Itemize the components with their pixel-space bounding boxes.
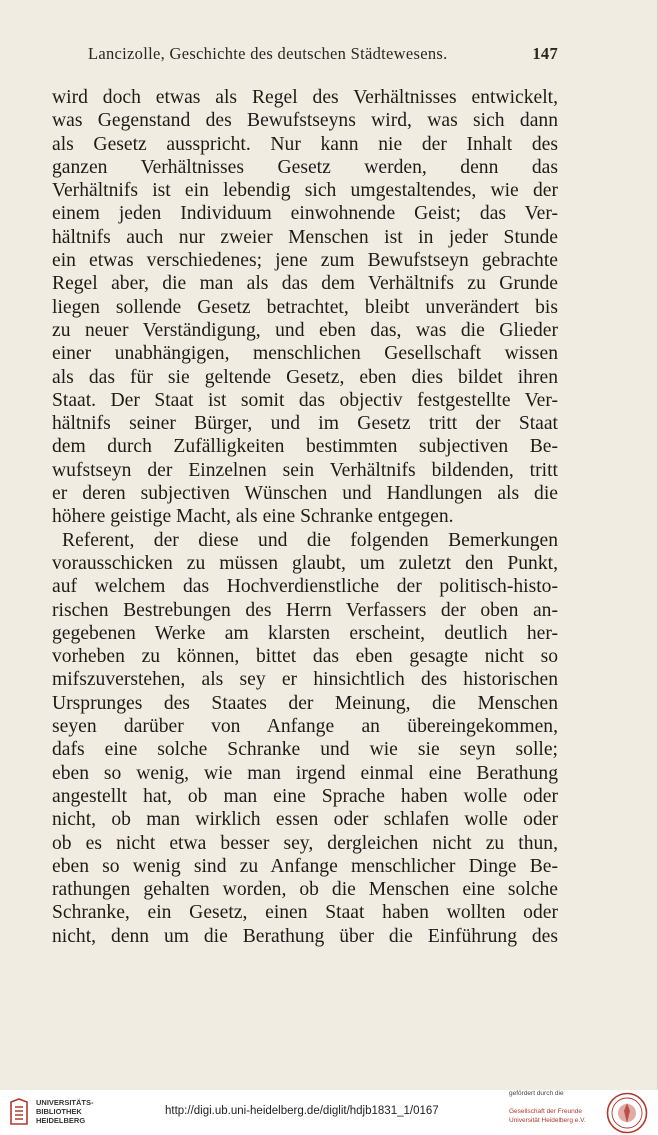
text-line: rischen Bestrebungen des Herrn Verfassers der oben an-: [52, 599, 558, 621]
text-line: was Gegenstand des Bewufstseyns wird, was sich dann: [52, 110, 558, 132]
funded-by-label: gefördert durch die: [509, 1090, 564, 1097]
text-line: als Gesetz ausspricht. Nur kann nie der Inhalt des: [52, 133, 558, 155]
footer-bar: [0, 1090, 658, 1135]
text-line: Schranke, ein Gesetz, einen Staat haben wollten oder: [52, 902, 558, 924]
running-title: Lancizolle, Geschichte des deutschen Städtewesens.: [88, 44, 448, 63]
library-name-line1: UNIVERSITÄTS-: [36, 1098, 94, 1107]
library-logo-icon: [8, 1098, 30, 1126]
text-line: wird doch etwas als Regel des Verhältnisses entwickelt,: [52, 87, 558, 108]
text-line: er deren subjectiven Wünschen und Handlungen als die: [52, 483, 558, 505]
text-line: hältnifs auch nur zweier Menschen ist in jeder Stunde: [52, 226, 558, 248]
text-line: höhere geistige Macht, als eine Schranke entgegen.: [52, 506, 454, 528]
text-line: Ursprunges des Staates der Meinung, die Menschen: [52, 692, 558, 714]
text-line: ob es nicht etwa besser sey, dergleichen nicht zu thun,: [52, 832, 558, 854]
text-line: dem durch Zufälligkeiten bestimmten subjectiven Be-: [52, 436, 558, 458]
library-name-line2: BIBLIOTHEK: [36, 1107, 82, 1116]
funder-name: [509, 1107, 586, 1125]
page-number: 147: [532, 44, 558, 63]
text-line: auf welchem das Hochverdienstliche der politisch-histo-: [52, 576, 558, 598]
text-line: wufstseyn der Einzelnen sein Verhältnifs bildenden, tritt: [52, 459, 558, 481]
text-line: vorausschicken zu müssen glaubt, um zuletzt den Punkt,: [52, 552, 558, 574]
permalink-url[interactable]: http://digi.ub.uni-heidelberg.de/diglit/hdjb1831_1/0167: [165, 1105, 439, 1117]
library-name-line3: HEIDELBERG: [36, 1116, 86, 1125]
library-name: [36, 1098, 94, 1125]
text-line: rathungen gehalten worden, ob die Menschen eine solche: [52, 879, 558, 901]
funder-line1: Gesellschaft der Freunde: [509, 1108, 582, 1115]
text-line: Regel aber, die man als das dem Verhältnifs zu Grunde: [52, 273, 558, 295]
text-line: zu neuer Verständigung, und eben das, was die Glieder: [52, 319, 558, 341]
text-line: Verhältnifs ist ein lebendig sich umgestaltendes, wie der: [52, 180, 558, 202]
text-line: hältnifs seiner Bürger, und im Gesetz tritt der Staat: [52, 413, 558, 435]
text-line: nicht, ob man wirklich essen oder schlafen wolle oder: [52, 809, 558, 831]
university-seal-icon: [606, 1092, 648, 1134]
text-line: einem jeden Individuum einwohnende Geist; das Ver-: [52, 203, 558, 225]
text-line: liegen sollende Gesetz betrachtet, bleibt unverändert bis: [52, 296, 558, 318]
text-line: dafs eine solche Schranke und wie sie seyn solle;: [52, 739, 558, 761]
text-line: angestellt hat, ob man eine Sprache haben wolle oder: [52, 785, 558, 807]
text-line: Referent, der diese und die folgenden Bemerkungen: [62, 529, 558, 551]
text-line: Staat. Der Staat ist somit das objectiv festgestellte Ver-: [52, 389, 558, 411]
text-line: ein etwas verschiedenes; jene zum Bewufstseyn gebrachte: [52, 250, 558, 272]
text-line: seyen darüber von Anfange an übereingekommen,: [52, 716, 558, 738]
text-line: vorheben zu können, bittet das eben gesagte nicht so: [52, 646, 558, 668]
text-line: nicht, denn um die Berathung über die Einführung des: [52, 925, 558, 947]
text-line: eben so wenig sind zu Anfange menschlicher Dinge Be-: [52, 855, 558, 877]
text-line: mifszuverstehen, als sey er hinsichtlich des historischen: [52, 669, 558, 691]
text-line: als das für sie geltende Gesetz, eben dies bildet ihren: [52, 366, 558, 388]
text-line: ganzen Verhältnisses Gesetz werden, denn das: [52, 156, 558, 178]
text-line: einer unabhängigen, menschlichen Gesellschaft wissen: [52, 343, 558, 365]
text-line: eben so wenig, wie man irgend einmal eine Berathung: [52, 762, 558, 784]
text-line: gegebenen Werke am klarsten erscheint, deutlich her-: [52, 622, 558, 644]
body-text: [52, 86, 558, 948]
funder-line2: Universität Heidelberg e.V.: [509, 1117, 586, 1124]
